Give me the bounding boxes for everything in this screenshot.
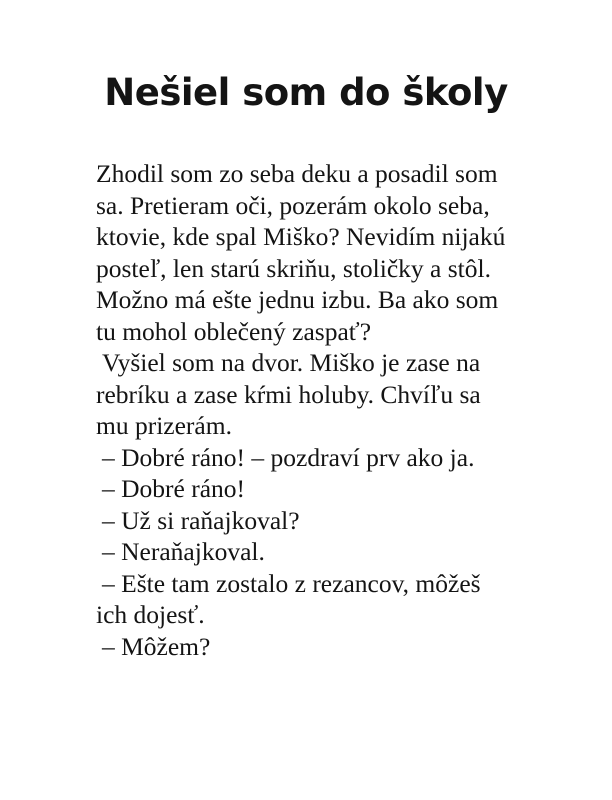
text-line: mu prizerám. xyxy=(96,411,232,440)
text-line: sa. Pretieram oči, pozerám okolo seba, xyxy=(96,190,490,220)
story-text xyxy=(96,158,566,662)
text-line: rebríku a zase kŕmi holuby. Chvíľu sa xyxy=(96,379,481,409)
text-line: Vyšiel som na dvor. Miško je zase na xyxy=(102,348,481,377)
text-line: ktovie, kde spal Miško? Nevidím nijakú xyxy=(96,222,506,251)
dialogue-line: – Dobré ráno! xyxy=(102,474,246,503)
text-line: ich dojesť. xyxy=(96,600,205,629)
dialogue-line: – Dobré ráno! – pozdraví prv ako ja. xyxy=(102,442,475,472)
text-line: Možno má ešte jednu izbu. Ba ako som xyxy=(96,285,499,314)
dialogue-line: – Neraňajkoval. xyxy=(102,537,265,566)
text-line: tu mohol oblečený zaspať? xyxy=(96,316,372,346)
text-line: Zhodil som zo seba deku a posadil som xyxy=(96,159,498,188)
dialogue-line: – Môžem? xyxy=(102,631,211,661)
text-line: posteľ, len starú skriňu, stoličky a stôl. xyxy=(96,253,491,283)
dialogue-line: – Ešte tam zostalo z rezancov, môžeš xyxy=(102,568,481,598)
page-title: Nešiel som do školy xyxy=(104,71,508,114)
dialogue-line: – Už si raňajkoval? xyxy=(102,505,300,535)
